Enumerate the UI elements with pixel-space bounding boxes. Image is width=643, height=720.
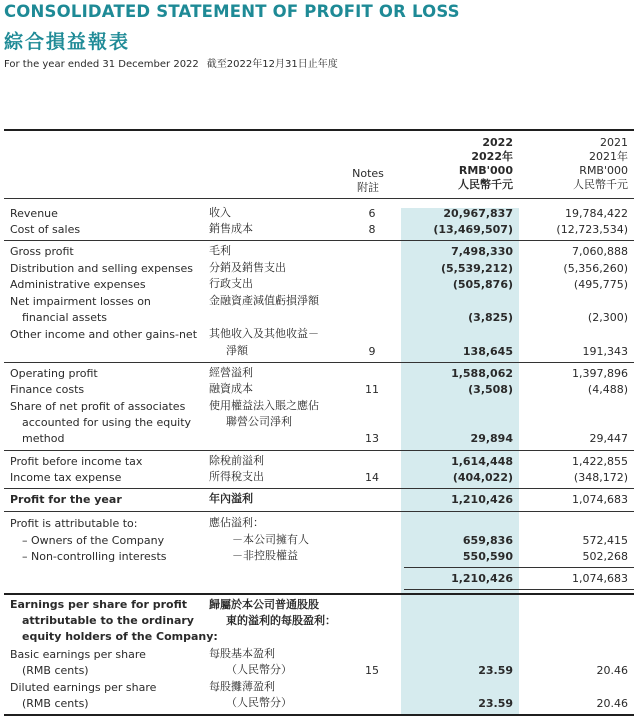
eps-heading-cont: attributable to the ordinary [22,614,194,627]
nci-label-zh: －非控股權益 [232,549,298,562]
pbt-2022: 1,614,448 [451,455,513,468]
associates-label: Share of net profit of associates [10,400,186,413]
associates-label-cont2: method [22,432,65,445]
revenue-note: 6 [368,207,376,220]
associates-label-zh-cont: 聯營公司淨利 [226,415,292,428]
associates-note: 13 [365,432,379,445]
associates-label-cont: accounted for using the equity [22,416,192,429]
gross-profit-label-zh: 毛利 [209,244,231,257]
statement-title-zh: 綜合損益報表 [4,31,131,53]
profit-year-2022: 1,210,426 [451,493,513,506]
associates-2022: 29,894 [470,432,513,445]
tax-label: Income tax expense [10,471,122,484]
distribution-label: Distribution and selling expenses [10,262,194,275]
total-attributable-2021: 1,074,683 [572,572,628,585]
nci-label: – Non-controlling interests [22,550,167,563]
rule [4,511,634,512]
operating-profit-2021: 1,397,896 [572,367,628,380]
gross-profit-label: Gross profit [10,245,74,258]
eps-heading-cont2: equity holders of the Company: [22,630,218,643]
header-rule [4,198,634,199]
diluted-eps-2022: 23.59 [478,697,513,710]
year-2022-unit-zh: 人民幣千元 [458,178,513,191]
finance-costs-2021: (4,488) [587,383,628,396]
pbt-label-zh: 除稅前溢利 [209,454,264,467]
diluted-eps-label-cont: (RMB cents) [22,697,89,710]
impairment-2022: (3,825) [468,311,513,324]
operating-profit-label: Operating profit [10,367,98,380]
cost-of-sales-label-zh: 銷售成本 [209,222,253,235]
owners-label: – Owners of the Company [22,534,165,547]
notes-header-zh: 附註 [357,181,379,194]
year-2021-label: 2021 [600,136,628,149]
nci-2021: 502,268 [582,550,628,563]
admin-2021: (495,775) [573,278,628,291]
period-en: For the year ended 31 December 2022 [4,59,199,70]
revenue-label: Revenue [10,207,58,220]
year-2021-label-zh: 2021年 [589,150,628,163]
gross-profit-2022: 7,498,330 [451,245,513,258]
finance-costs-label-zh: 融資成本 [209,382,253,395]
other-income-label-zh: 其他收入及其他收益－ [209,327,319,340]
nci-2022: 550,590 [462,550,513,563]
year-2022-unit: RMB'000 [458,164,513,177]
other-income-label: Other income and other gains-net [10,328,198,341]
rule [4,240,634,241]
admin-label-zh: 行政支出 [209,277,253,290]
year-2021-header [573,136,628,192]
finance-costs-2022: (3,508) [468,383,513,396]
other-income-2021: 191,343 [582,345,628,358]
attributable-label-zh: 應佔溢利： [209,516,264,529]
notes-header-en: Notes [352,167,384,180]
basic-eps-label-zh: 每股基本盈利 [209,647,275,660]
impairment-2021: (2,300) [587,311,628,324]
eps-heading: Earnings per share for profit [10,598,188,611]
top-rule [4,129,634,131]
finance-costs-label: Finance costs [10,383,85,396]
basic-eps-label-zh-cont: （人民幣分） [226,663,292,676]
distribution-2022: (5,539,212) [441,262,513,275]
rule [4,488,634,489]
pbt-2021: 1,422,855 [572,455,628,468]
impairment-label: Net impairment losses on [10,295,151,308]
eps-heading-zh: 歸屬於本公司普通股股 [209,598,319,611]
cost-of-sales-label: Cost of sales [10,223,81,236]
bottom-rule [4,714,634,716]
diluted-eps-label: Diluted earnings per share [10,681,157,694]
tax-2021: (348,172) [573,471,628,484]
gross-profit-2021: 7,060,888 [572,245,628,258]
rule [4,362,634,363]
year-2022-header [458,136,513,192]
diluted-eps-2021: 20.46 [596,697,628,710]
subtotal-rule [404,567,634,568]
cost-of-sales-2022: (13,469,507) [433,223,513,236]
basic-eps-label: Basic earnings per share [10,648,146,661]
owners-2021: 572,415 [582,534,628,547]
admin-2022: (505,876) [452,278,513,291]
finance-costs-note: 11 [365,383,379,396]
basic-eps-2022: 23.59 [478,664,513,677]
year-2021-unit-zh: 人民幣千元 [573,178,628,191]
owners-2022: 659,836 [462,534,513,547]
diluted-eps-label-zh: 每股攤薄盈利 [209,680,275,693]
basic-eps-note: 15 [365,664,379,677]
tax-note: 14 [365,471,379,484]
total-attributable-2022: 1,210,426 [451,572,513,585]
tax-2022: (404,022) [452,471,513,484]
year-2021-unit: RMB'000 [579,164,628,177]
period-zh: 截至2022年12月31日止年度 [206,59,338,70]
other-income-2022: 138,645 [462,345,513,358]
profit-year-label: Profit for the year [10,493,122,506]
rule [4,450,634,451]
associates-label-zh: 使用權益法入賬之應佔 [209,399,319,412]
operating-profit-2022: 1,588,062 [451,367,513,380]
revenue-label-zh: 收入 [209,206,231,219]
basic-eps-2021: 20.46 [596,664,628,677]
profit-year-label-zh: 年內溢利 [209,492,253,505]
subtotal-rule [404,589,634,590]
impairment-label-zh: 金融資產減值虧損淨額 [209,294,319,307]
revenue-2022: 20,967,837 [443,207,513,220]
diluted-eps-label-zh-cont: （人民幣分） [226,696,292,709]
eps-heading-zh-cont: 東的溢利的每股盈利： [226,614,336,627]
attributable-label: Profit is attributable to: [10,517,138,530]
operating-profit-label-zh: 經營溢利 [209,366,253,379]
cost-of-sales-note: 8 [368,223,376,236]
year-2022-label: 2022 [482,136,513,149]
revenue-2021: 19,784,422 [565,207,628,220]
impairment-label-cont: financial assets [22,311,108,324]
distribution-2021: (5,356,260) [563,262,628,275]
other-income-label-zh-cont: 淨額 [226,344,248,357]
year-2022-label-zh: 2022年 [471,150,513,163]
section-rule [4,593,634,595]
statement-title: CONSOLIDATED STATEMENT OF PROFIT OR LOSS [4,2,460,21]
distribution-label-zh: 分銷及銷售支出 [209,261,286,274]
tax-label-zh: 所得稅支出 [209,470,264,483]
period-label [4,55,346,70]
admin-label: Administrative expenses [10,278,146,291]
owners-label-zh: －本公司擁有人 [232,533,309,546]
cost-of-sales-2021: (12,723,534) [556,223,628,236]
basic-eps-label-cont: (RMB cents) [22,664,89,677]
other-income-note: 9 [368,345,376,358]
profit-year-2021: 1,074,683 [572,493,628,506]
pbt-label: Profit before income tax [10,455,143,468]
notes-header [350,167,386,195]
associates-2021: 29,447 [589,432,628,445]
